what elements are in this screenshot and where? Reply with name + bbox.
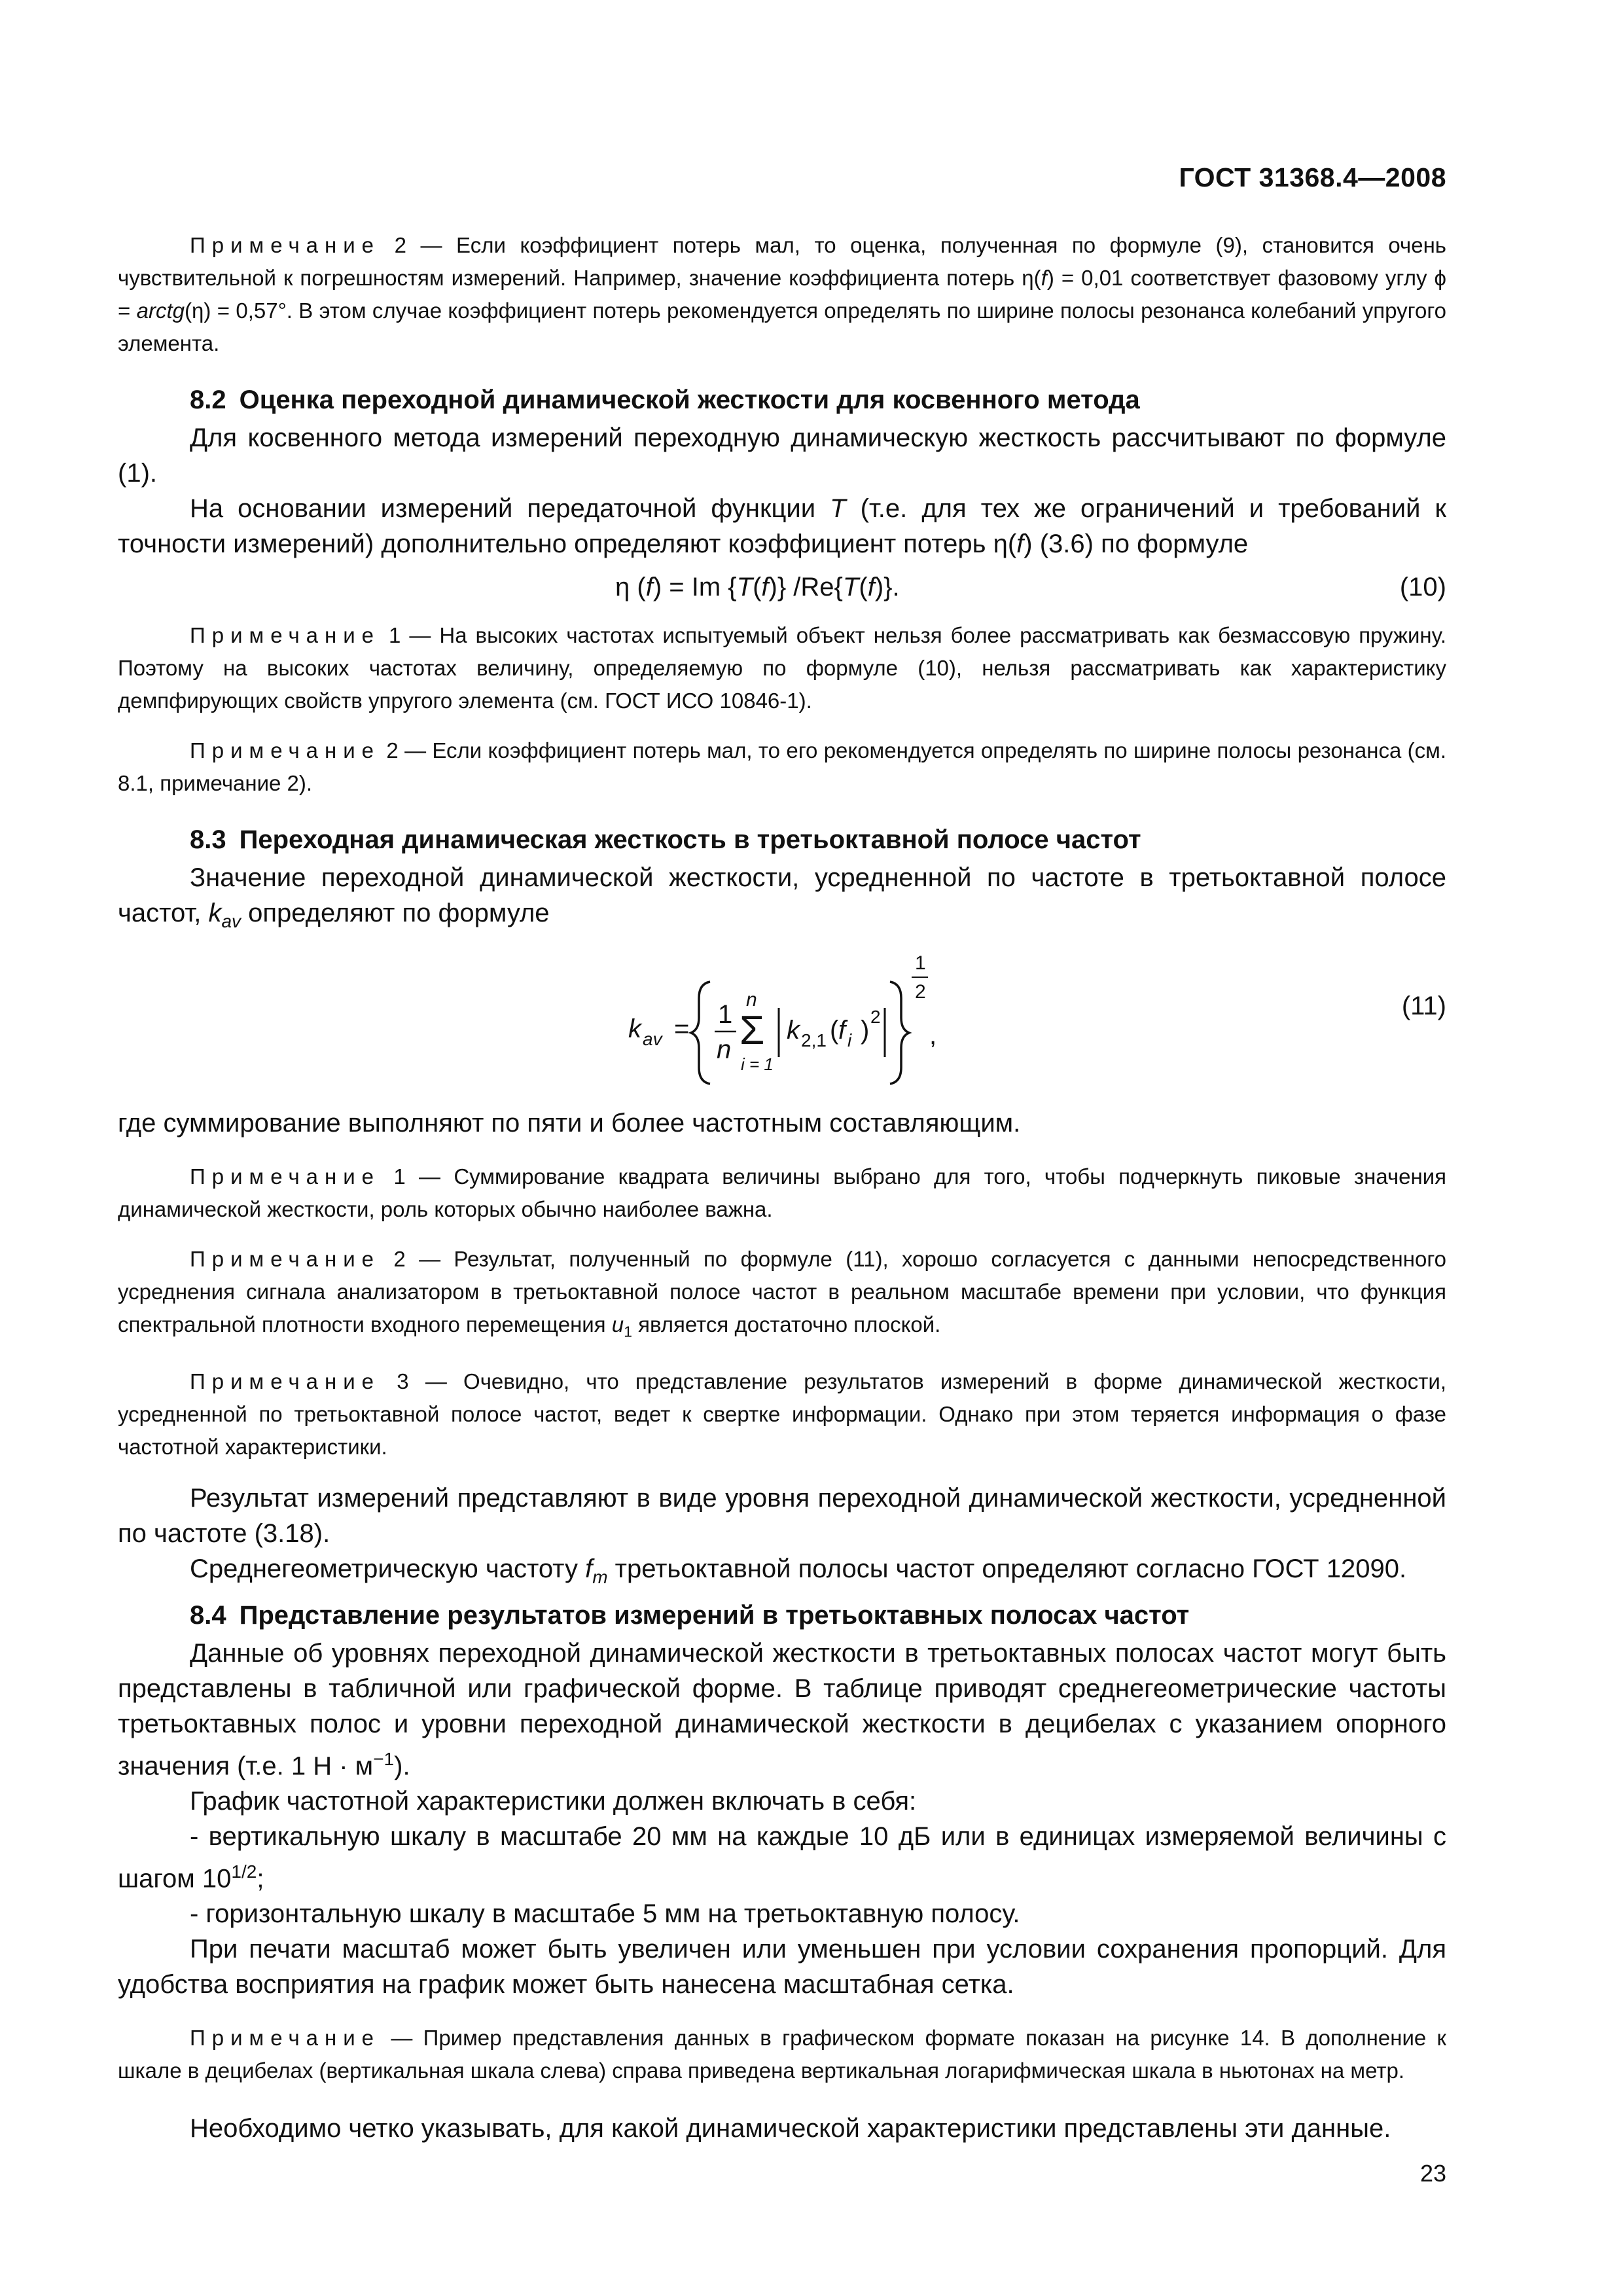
paragraph: Данные об уровнях переходной динамической жесткости в третьоктавных полосах частот могут быть представлены в табличной или графической форме. В таблице приводят среднегеометрические частоты третьоктавных полос и уровни переходной динамической жесткости в децибелах с указанием опорного значения (т.е. 1 $Н \cdot м^{-1}$). <box>118 1638 1446 1780</box>
svg-text:2,1: 2,1 <box>801 1030 827 1050</box>
section-heading-8-2: 8.2 Оценка переходной динамической жесткости для косвенного метода <box>190 386 1140 414</box>
svg-text:i = 1: i = 1 <box>741 1054 774 1074</box>
note-8-3-3: Примечание 3 — Очевидно, что представление результатов измерений в форме динамической жесткости, усредненной по третьоктавной полосе частот, ведет к свертке информации. Однако при этом теряется информация о фазе частотной характеристики. <box>118 1369 1446 1459</box>
note-8-2-2: Примечание 2 — Если коэффициент потерь мал, то его рекомендуется определять по ширине полосы резонанса (см. 8.1, примечание 2). <box>118 738 1447 795</box>
svg-text:f: f <box>838 1016 846 1045</box>
paragraph: График частотной характеристики должен включать в себя: <box>190 1786 917 1816</box>
formula-10 <box>118 564 1446 610</box>
svg-text:): ) <box>861 1016 870 1045</box>
svg-text:2: 2 <box>915 981 926 1003</box>
note-label: Примечание <box>190 233 381 257</box>
formula-number: (11) <box>1401 992 1446 1020</box>
paragraph: Результат измерений представляют в виде уровня переходной динамической жесткости, усредненной по частоте (3.18). <box>118 1483 1446 1548</box>
note-8-1-2: Примечание 2 — Если коэффициент потерь мал, то оценка, полученная по формуле (9), становится очень чувствительной к погрешностям измерений. Например, значение коэффициента потерь η(f) = 0,01 соответствует фазовому углу ϕ = arctg(η) = 0,57°. В этом случае коэффициент потерь рекомендуется определять по ширине полосы резонанса колебаний упругого элемента. <box>118 233 1446 355</box>
note-8-2-1: Примечание 1 — На высоких частотах испытуемый объект нельзя более рассматривать как безмассовую пружину. Поэтому на высоких частотах величину, определяемую по формуле (10), нельзя рассматривать как характеристику демпфирующих свойств упругого элемента (см. ГОСТ ИСО 10846-1). <box>118 623 1447 713</box>
section-heading-8-4: 8.4 Представление результатов измерений в третьоктавных полосах частот <box>190 1600 1190 1630</box>
svg-text:1: 1 <box>718 1000 733 1029</box>
formula-11 <box>118 946 1446 1096</box>
note-8-4: Примечание — Пример представления данных в графическом формате показан на рисунке 14. В дополнение к шкале в децибелах (вертикальная шкала слева) справа приведена вертикальная логарифмическая шкала в ньютонах на метр. <box>118 2026 1446 2083</box>
svg-text:av: av <box>643 1029 662 1049</box>
sum-symbol: Σ <box>740 1008 765 1053</box>
note-8-3-2: Примечание 2 — Результат, полученный по формуле (11), хорошо согласуется с данными непосредственного усреднения сигнала анализатором в третьоктавной полосе частот в реальном масштабе времени при условии, что функция спектральной плотности входного перемещения $u_1$ является достаточно плоской. <box>118 1247 1447 1340</box>
paragraph: Значение переходной динамической жесткости, усредненной по частоте в третьоктавной полосе частот, $k_{av}$ определяют по формуле <box>118 863 1446 931</box>
list-item: - горизонтальную шкалу в масштабе 5 мм на третьоктавную полосу. <box>190 1899 1020 1929</box>
formula-11-graphic <box>118 946 1446 1096</box>
paragraph: Необходимо четко указывать, для какой динамической характеристики представлены эти данные. <box>190 2114 1391 2144</box>
svg-text:k: k <box>628 1014 641 1043</box>
paragraph: где суммирование выполняют по пяти и более частотным составляющим. <box>118 1109 1021 1138</box>
note-8-3-1: Примечание 1 — Суммирование квадрата величины выбрано для того, чтобы подчеркнуть пиковые значения динамической жесткости, роль которых обычно наиболее важна. <box>118 1164 1447 1221</box>
svg-text:,: , <box>929 1021 937 1050</box>
paragraph: При печати масштаб может быть увеличен или уменьшен при условии сохранения пропорций. Для удобства восприятия на график может быть нанесена масштабная сетка. <box>118 1935 1446 2000</box>
svg-text:(: ( <box>830 1016 839 1045</box>
svg-text:n: n <box>717 1035 732 1064</box>
formula-number: (10) <box>1399 573 1446 601</box>
formula-expression: η (f) = Im {T(f)} /Re{T(f)}. <box>615 573 900 601</box>
svg-text:k: k <box>787 1016 800 1045</box>
svg-text:n: n <box>746 989 757 1011</box>
list-item: - вертикальную шкалу в масштабе 20 мм на каждые 10 дБ или в единицах измеряемой величины с шагом $10^{1/2}$; <box>118 1821 1446 1893</box>
paragraph: Среднегеометрическую частоту $f_m$ третьоктавной полосы частот определяют согласно ГОСТ 12090. <box>190 1554 1407 1587</box>
paragraph: На основании измерений передаточной функции T (т.е. для тех же ограничений и требований к точности измерений) дополнительно определяют коэффициент потерь η(f) (3.6) по формуле <box>118 494 1446 558</box>
page-number: 23 <box>1419 2160 1446 2187</box>
svg-text:2: 2 <box>870 1007 881 1027</box>
svg-text:=: = <box>674 1014 690 1043</box>
svg-text:1: 1 <box>915 952 926 974</box>
section-heading-8-3: 8.3 Переходная динамическая жесткость в третьоктавной полосе частот <box>190 825 1141 854</box>
paragraph: Для косвенного метода измерений переходную динамическую жесткость рассчитывают по формуле (1). <box>118 423 1446 488</box>
page-content <box>118 229 1446 2146</box>
svg-text:i: i <box>847 1030 852 1050</box>
document-code: ГОСТ 31368.4—2008 <box>1179 162 1446 192</box>
